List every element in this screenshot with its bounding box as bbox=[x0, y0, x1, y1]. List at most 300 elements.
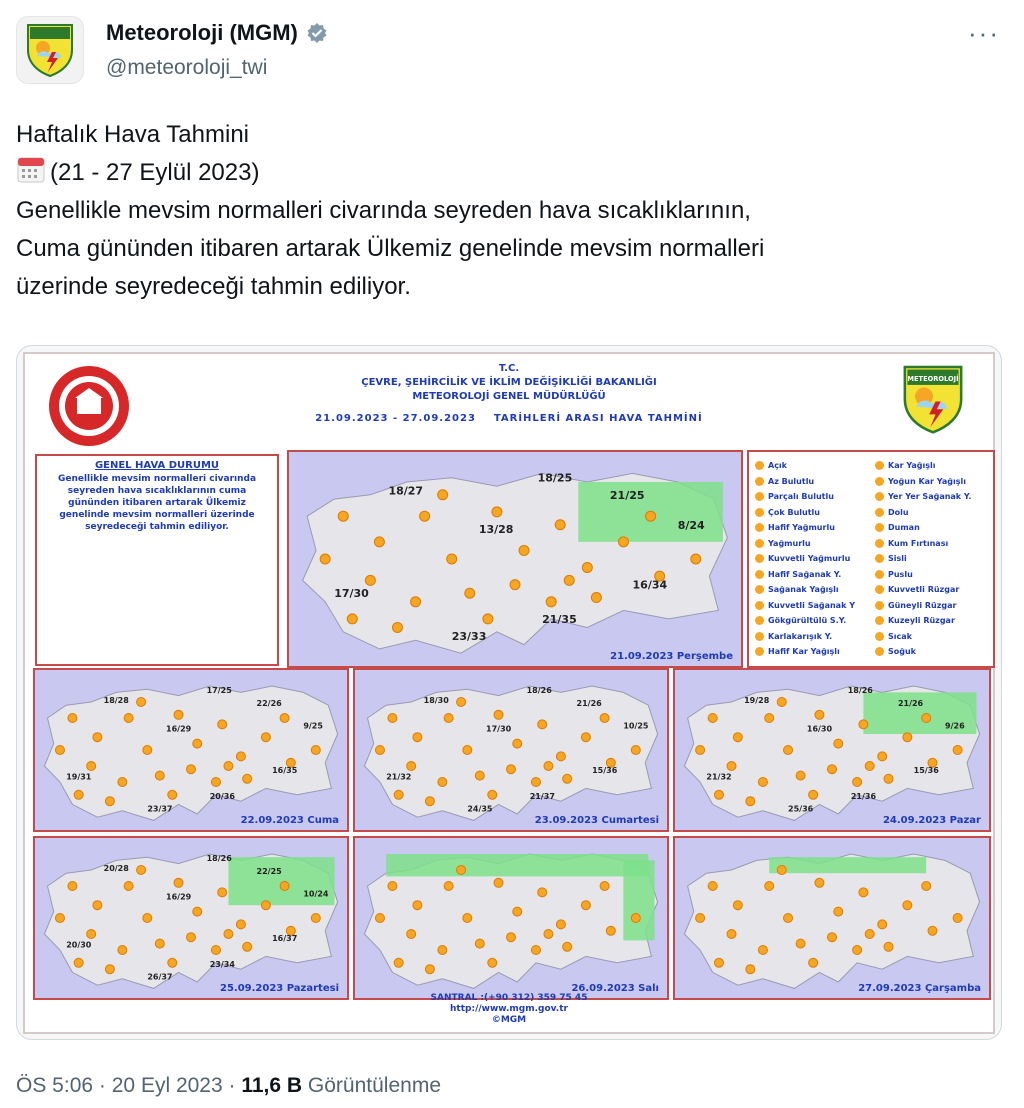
sun-icon bbox=[796, 771, 805, 780]
tweet-line-1: Haftalık Hava Tahmini bbox=[16, 121, 249, 148]
sun-icon bbox=[413, 901, 422, 910]
sun-icon bbox=[392, 622, 402, 632]
sun-icon bbox=[118, 778, 127, 787]
sun-icon bbox=[510, 580, 520, 590]
weather-symbol-icon bbox=[755, 616, 764, 625]
temperature-label: 18/26 bbox=[847, 686, 873, 696]
sun-icon bbox=[168, 790, 177, 799]
weather-symbol-icon bbox=[875, 554, 884, 563]
sun-icon bbox=[374, 537, 384, 547]
legend-label: Kuvvetli Sağanak Y bbox=[768, 600, 855, 610]
sun-icon bbox=[193, 907, 202, 916]
sun-icon bbox=[544, 930, 553, 939]
sun-icon bbox=[828, 933, 837, 942]
rain-zone bbox=[769, 857, 926, 873]
legend-label: Dolu bbox=[888, 507, 909, 517]
forecast-map-day-6 bbox=[353, 836, 669, 1000]
weather-symbol-icon bbox=[875, 647, 884, 656]
legend-label: Kum Fırtınası bbox=[888, 538, 949, 548]
legend-label: Hafif Yağmurlu bbox=[768, 523, 835, 533]
sun-icon bbox=[492, 507, 502, 517]
legend-item bbox=[875, 613, 993, 629]
sun-icon bbox=[507, 765, 516, 774]
sun-icon bbox=[765, 714, 774, 723]
legend-box bbox=[747, 450, 995, 668]
header-dates bbox=[25, 412, 993, 426]
sun-icon bbox=[438, 778, 447, 787]
general-weather-title: GENEL HAVA DURUMU bbox=[94, 460, 220, 471]
legend-label: Çok Bulutlu bbox=[768, 507, 820, 517]
temperature-label: 21/26 bbox=[576, 699, 602, 708]
sun-icon bbox=[444, 714, 453, 723]
legend-item bbox=[755, 598, 873, 614]
land-area bbox=[364, 686, 657, 820]
sun-icon bbox=[591, 593, 601, 603]
legend-label: Açık bbox=[768, 461, 787, 471]
verified-badge-icon bbox=[306, 22, 328, 44]
temperature-label: 21/25 bbox=[609, 488, 645, 502]
sun-icon bbox=[420, 511, 430, 521]
temperature-label: 15/36 bbox=[592, 766, 618, 776]
weather-symbol-icon bbox=[875, 632, 884, 641]
header-ministry: ÇEVRE, ŞEHİRCİLİK VE İKLİM DEĞİŞİKLİĞİ BAKANLIĞI bbox=[361, 377, 657, 388]
weather-symbol-icon bbox=[875, 616, 884, 625]
sun-icon bbox=[475, 771, 484, 780]
mgm-logo-icon bbox=[25, 22, 75, 78]
date-sep: - bbox=[393, 413, 399, 424]
sun-icon bbox=[187, 765, 196, 774]
temperature-label: 25/36 bbox=[788, 804, 814, 814]
legend-label: Kuvvetli Yağmurlu bbox=[768, 554, 851, 564]
sun-icon bbox=[87, 762, 96, 771]
sun-icon bbox=[320, 554, 330, 564]
sun-icon bbox=[784, 914, 793, 923]
tweet-time[interactable]: ÖS 5:06 bbox=[16, 1074, 94, 1097]
footer-url[interactable]: http://www.mgm.gov.tr bbox=[450, 1004, 568, 1014]
sun-icon bbox=[338, 511, 348, 521]
sun-icon bbox=[796, 939, 805, 948]
turkey-map bbox=[675, 838, 989, 998]
sun-icon bbox=[224, 930, 233, 939]
weather-symbol-icon bbox=[755, 539, 764, 548]
sun-icon bbox=[74, 790, 83, 799]
sun-icon bbox=[124, 882, 133, 891]
temperature-label: 16/30 bbox=[806, 724, 833, 734]
logo-text: METEOROLOJİ bbox=[907, 375, 959, 384]
sun-icon bbox=[137, 698, 146, 707]
legend-item bbox=[755, 567, 873, 583]
sun-icon bbox=[407, 930, 416, 939]
legend-label: Sağanak Yağışlı bbox=[768, 585, 839, 595]
sun-icon bbox=[174, 878, 183, 887]
sun-icon bbox=[407, 762, 416, 771]
sun-icon bbox=[581, 901, 590, 910]
day-label: 24.09.2023 Pazar bbox=[882, 815, 981, 826]
sun-icon bbox=[513, 907, 522, 916]
sun-icon bbox=[631, 914, 640, 923]
more-options-icon[interactable]: ··· bbox=[968, 18, 1000, 48]
sun-icon bbox=[87, 930, 96, 939]
forecast-map-day-5 bbox=[33, 836, 349, 1000]
sun-icon bbox=[261, 733, 270, 742]
temperature-label: 26/37 bbox=[147, 972, 173, 982]
sun-icon bbox=[211, 946, 220, 955]
legend-label: Parçalı Bulutlu bbox=[768, 492, 834, 502]
sun-icon bbox=[494, 878, 503, 887]
temperature-label: 10/25 bbox=[623, 721, 649, 731]
sun-icon bbox=[853, 946, 862, 955]
sun-icon bbox=[746, 965, 755, 974]
legend-label: Kar Yağışlı bbox=[888, 461, 936, 471]
sun-icon bbox=[733, 733, 742, 742]
tweet-text bbox=[16, 116, 1006, 306]
forecast-map-day-1 bbox=[287, 450, 743, 668]
sun-icon bbox=[224, 762, 233, 771]
weather-symbol-icon bbox=[875, 492, 884, 501]
legend-item bbox=[875, 582, 993, 598]
sun-icon bbox=[280, 714, 289, 723]
legend-label: Güneyli Rüzgar bbox=[888, 600, 957, 610]
sun-icon bbox=[727, 930, 736, 939]
weather-symbol-icon bbox=[875, 601, 884, 610]
sun-icon bbox=[600, 714, 609, 723]
legend-item bbox=[755, 582, 873, 598]
temperature-label: 19/31 bbox=[66, 772, 92, 782]
sun-icon bbox=[457, 866, 466, 875]
account-name-text[interactable]: Meteoroloji (MGM) bbox=[106, 20, 298, 45]
sun-icon bbox=[853, 778, 862, 787]
forecast-map-day-7 bbox=[673, 836, 991, 1000]
sun-icon bbox=[74, 958, 83, 967]
sun-icon bbox=[488, 958, 497, 967]
weather-symbol-icon bbox=[755, 461, 764, 470]
sun-icon bbox=[375, 914, 384, 923]
temperature-label: 17/30 bbox=[334, 587, 369, 601]
day-label: 22.09.2023 Cuma bbox=[240, 815, 339, 826]
legend-item bbox=[755, 536, 873, 552]
sun-icon bbox=[708, 714, 717, 723]
turkey-map bbox=[675, 670, 989, 830]
sun-icon bbox=[928, 926, 937, 935]
legend-label: Yağmurlu bbox=[768, 538, 811, 548]
sun-icon bbox=[903, 733, 912, 742]
turkey-map bbox=[355, 838, 667, 998]
sun-icon bbox=[859, 720, 868, 729]
legend-label: Kuvvetli Rüzgar bbox=[888, 585, 960, 595]
temperature-label: 21/32 bbox=[386, 772, 412, 782]
sun-icon bbox=[211, 778, 220, 787]
sun-icon bbox=[765, 882, 774, 891]
legend-label: Gökgürültülü S.Y. bbox=[768, 616, 847, 626]
sun-icon bbox=[815, 878, 824, 887]
temperature-label: 10/24 bbox=[303, 889, 329, 899]
sun-icon bbox=[538, 720, 547, 729]
sun-icon bbox=[174, 710, 183, 719]
temperature-label: 21/32 bbox=[706, 772, 732, 782]
legend-item bbox=[755, 644, 873, 660]
sun-icon bbox=[884, 942, 893, 951]
weather-symbol-icon bbox=[875, 508, 884, 517]
turkey-map bbox=[35, 838, 347, 998]
sun-icon bbox=[68, 714, 77, 723]
turkey-map bbox=[289, 452, 741, 666]
temperature-label: 9/26 bbox=[945, 721, 965, 731]
weather-symbol-icon bbox=[755, 477, 764, 486]
tweet-media[interactable] bbox=[16, 345, 1002, 1040]
legend-item bbox=[755, 505, 873, 521]
meta-separator: · bbox=[98, 1074, 106, 1097]
temperature-label: 8/24 bbox=[677, 518, 705, 532]
sun-icon bbox=[865, 930, 874, 939]
temperature-label: 18/26 bbox=[206, 854, 232, 864]
sun-icon bbox=[118, 946, 127, 955]
sun-icon bbox=[425, 965, 434, 974]
sun-icon bbox=[105, 965, 114, 974]
rain-zone bbox=[623, 860, 654, 940]
day-label: 26.09.2023 Salı bbox=[571, 983, 659, 994]
sun-icon bbox=[606, 926, 615, 935]
day-label: 21.09.2023 Perşembe bbox=[610, 651, 733, 662]
temperature-label: 22/26 bbox=[256, 699, 282, 708]
tweet-line-5: üzerinde seyredeceği tahmin ediliyor. bbox=[16, 273, 411, 300]
sun-icon bbox=[834, 739, 843, 748]
turkey-map bbox=[355, 670, 667, 830]
weather-symbol-icon bbox=[755, 523, 764, 532]
tweet-date[interactable]: 20 Eyl 2023 bbox=[111, 1074, 223, 1097]
weather-symbol-icon bbox=[755, 647, 764, 656]
legend-item bbox=[755, 613, 873, 629]
range-title: TARİHLERİ ARASI HAVA TAHMİNİ bbox=[493, 413, 703, 424]
legend-item bbox=[755, 551, 873, 567]
sun-icon bbox=[447, 554, 457, 564]
temperature-label: 23/37 bbox=[147, 804, 173, 814]
sun-icon bbox=[513, 739, 522, 748]
turkey-map bbox=[35, 670, 347, 830]
sun-icon bbox=[155, 939, 164, 948]
sun-icon bbox=[124, 714, 133, 723]
sun-icon bbox=[347, 614, 357, 624]
sun-icon bbox=[413, 733, 422, 742]
sun-icon bbox=[375, 746, 384, 755]
sun-icon bbox=[236, 752, 245, 761]
legend-item bbox=[875, 505, 993, 521]
weather-symbol-icon bbox=[755, 601, 764, 610]
poster-header bbox=[25, 362, 993, 426]
sun-icon bbox=[727, 762, 736, 771]
sun-icon bbox=[696, 746, 705, 755]
sun-icon bbox=[105, 797, 114, 806]
temperature-label: 21/37 bbox=[529, 791, 555, 801]
sun-icon bbox=[784, 746, 793, 755]
weather-symbol-icon bbox=[755, 585, 764, 594]
temperature-label: 24/35 bbox=[467, 804, 493, 814]
sun-icon bbox=[531, 778, 540, 787]
forecast-map-day-3 bbox=[353, 668, 669, 832]
temperature-label: 21/36 bbox=[850, 791, 877, 801]
sun-icon bbox=[544, 762, 553, 771]
sun-icon bbox=[600, 882, 609, 891]
day-label: 23.09.2023 Cumartesi bbox=[534, 815, 659, 826]
views-label: Görüntülenme bbox=[307, 1074, 441, 1097]
legend-item bbox=[755, 520, 873, 536]
sun-icon bbox=[564, 575, 574, 585]
sun-icon bbox=[465, 588, 475, 598]
sun-icon bbox=[243, 774, 252, 783]
temperature-label: 16/37 bbox=[272, 934, 298, 944]
legend-label: Sisli bbox=[888, 554, 907, 564]
legend-item bbox=[875, 520, 993, 536]
sun-icon bbox=[218, 888, 227, 897]
forecast-map-day-4 bbox=[673, 668, 991, 832]
account-name[interactable] bbox=[106, 20, 328, 46]
sun-icon bbox=[457, 698, 466, 707]
sun-icon bbox=[691, 554, 701, 564]
temperature-label: 20/30 bbox=[66, 940, 92, 950]
general-weather-body: Genellikle mevsim normalleri civarında seyreden hava sıcaklıklarının cuma gününden itibaren artarak Ülkemiz genelinde mevsim normalleri üzerinde seyredeceği tahmin ediliyor. bbox=[57, 474, 257, 532]
sun-icon bbox=[878, 920, 887, 929]
sun-icon bbox=[68, 882, 77, 891]
legend-item bbox=[875, 489, 993, 505]
header-tc: T.C. bbox=[498, 363, 520, 374]
legend-item bbox=[875, 474, 993, 490]
sun-icon bbox=[236, 920, 245, 929]
sun-icon bbox=[809, 958, 818, 967]
tweet-date-range: (21 - 27 Eylül 2023) bbox=[50, 159, 260, 186]
temperature-label: 16/35 bbox=[272, 766, 298, 776]
weather-symbol-icon bbox=[875, 570, 884, 579]
temperature-label: 17/30 bbox=[486, 724, 512, 734]
mgm-poster-logo bbox=[901, 362, 965, 436]
legend-item bbox=[755, 458, 873, 474]
sun-icon bbox=[546, 597, 556, 607]
sun-icon bbox=[922, 882, 931, 891]
sun-icon bbox=[733, 901, 742, 910]
meta-separator-2: · bbox=[228, 1074, 236, 1097]
sun-icon bbox=[646, 511, 656, 521]
weather-symbol-icon bbox=[875, 585, 884, 594]
sun-icon bbox=[187, 933, 196, 942]
temperature-label: 16/29 bbox=[166, 892, 192, 902]
weather-symbol-icon bbox=[875, 477, 884, 486]
sun-icon bbox=[483, 614, 493, 624]
sun-icon bbox=[438, 946, 447, 955]
sun-icon bbox=[834, 907, 843, 916]
legend-label: Yoğun Kar Yağışlı bbox=[888, 476, 966, 486]
sun-icon bbox=[714, 790, 723, 799]
temperature-label: 16/34 bbox=[632, 578, 668, 592]
tweet-meta bbox=[16, 1074, 441, 1098]
sun-icon bbox=[696, 914, 705, 923]
date-to: 27.09.2023 bbox=[402, 413, 476, 424]
sun-icon bbox=[411, 597, 421, 607]
sun-icon bbox=[953, 746, 962, 755]
sun-icon bbox=[463, 914, 472, 923]
footer-phone: SANTRAL :(+90 312) 359 75 45 bbox=[430, 993, 588, 1003]
legend-label: Yer Yer Sağanak Y. bbox=[888, 492, 972, 502]
avatar[interactable] bbox=[16, 16, 84, 84]
temperature-label: 23/34 bbox=[209, 959, 235, 969]
sun-icon bbox=[388, 714, 397, 723]
sun-icon bbox=[475, 939, 484, 948]
sun-icon bbox=[155, 771, 164, 780]
tweet-line-4: Cuma gününden itibaren artarak Ülkemiz genelinde mevsim normalleri bbox=[16, 235, 765, 262]
legend-label: Hafif Kar Yağışlı bbox=[768, 647, 840, 657]
temperature-label: 18/30 bbox=[423, 695, 449, 705]
view-count: 11,6 B bbox=[241, 1074, 303, 1097]
sun-icon bbox=[193, 739, 202, 748]
sun-icon bbox=[507, 933, 516, 942]
sun-icon bbox=[758, 946, 767, 955]
temperature-label: 21/26 bbox=[897, 699, 924, 708]
weather-symbol-icon bbox=[875, 461, 884, 470]
forecast-map-day-2 bbox=[33, 668, 349, 832]
temperature-label: 18/28 bbox=[103, 695, 129, 705]
legend-label: Kuzeyli Rüzgar bbox=[888, 616, 955, 626]
sun-icon bbox=[55, 746, 64, 755]
temperature-label: 9/25 bbox=[303, 721, 323, 731]
sun-icon bbox=[815, 710, 824, 719]
sun-icon bbox=[494, 710, 503, 719]
legend-item bbox=[875, 567, 993, 583]
land-area bbox=[44, 686, 337, 820]
temperature-label: 20/36 bbox=[209, 791, 235, 801]
legend-item bbox=[875, 458, 993, 474]
sun-icon bbox=[555, 520, 565, 530]
poster-footer bbox=[25, 993, 993, 1026]
tweet-line-2 bbox=[16, 154, 1006, 192]
sun-icon bbox=[922, 714, 931, 723]
sun-icon bbox=[538, 888, 547, 897]
temperature-label: 23/33 bbox=[451, 630, 487, 644]
account-handle[interactable]: @meteoroloji_twi bbox=[106, 56, 268, 79]
day-label: 27.09.2023 Çarşamba bbox=[858, 983, 981, 994]
sun-icon bbox=[218, 720, 227, 729]
weather-symbol-icon bbox=[755, 554, 764, 563]
header-directorate: METEOROLOJİ GENEL MÜDÜRLÜĞÜ bbox=[412, 391, 606, 402]
legend-label: Hafif Sağanak Y. bbox=[768, 569, 842, 579]
calendar-icon bbox=[16, 154, 46, 184]
sun-icon bbox=[884, 774, 893, 783]
weather-symbol-icon bbox=[875, 523, 884, 532]
mgm-logo-icon bbox=[901, 362, 965, 436]
legend-label: Duman bbox=[888, 523, 920, 533]
sun-icon bbox=[444, 882, 453, 891]
sun-icon bbox=[93, 901, 102, 910]
temperature-label: 21/35 bbox=[542, 612, 577, 626]
sun-icon bbox=[394, 790, 403, 799]
date-from: 21.09.2023 bbox=[315, 413, 389, 424]
sun-icon bbox=[531, 946, 540, 955]
sun-icon bbox=[859, 888, 868, 897]
sun-icon bbox=[137, 866, 146, 875]
legend-label: Soğuk bbox=[888, 647, 916, 657]
sun-icon bbox=[581, 733, 590, 742]
temperature-label: 19/28 bbox=[744, 695, 770, 705]
footer-copyright: ©MGM bbox=[491, 1015, 527, 1025]
temperature-label: 18/27 bbox=[388, 484, 424, 498]
sun-icon bbox=[394, 958, 403, 967]
sun-icon bbox=[365, 575, 375, 585]
sun-icon bbox=[425, 797, 434, 806]
sun-icon bbox=[618, 537, 628, 547]
day-label: 25.09.2023 Pazartesi bbox=[220, 983, 339, 994]
weather-symbol-icon bbox=[755, 570, 764, 579]
sun-icon bbox=[93, 733, 102, 742]
sun-icon bbox=[488, 790, 497, 799]
sun-icon bbox=[777, 698, 786, 707]
sun-icon bbox=[777, 866, 786, 875]
sun-icon bbox=[143, 914, 152, 923]
